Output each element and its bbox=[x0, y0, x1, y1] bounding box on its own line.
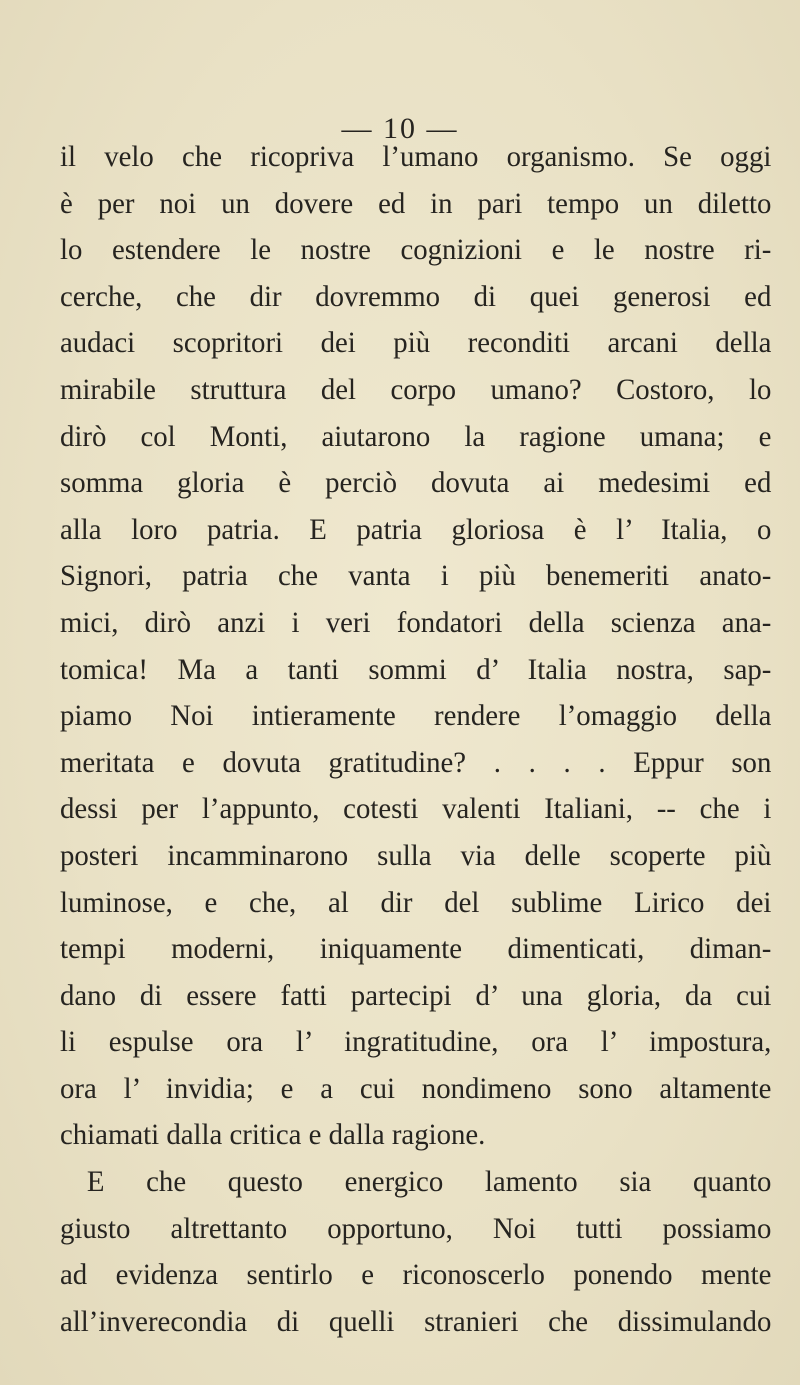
text-line: dano di essere fatti partecipi d’ una gloria, da cui bbox=[60, 978, 772, 1012]
text-line: posteri incamminarono sulla via delle scoperte più bbox=[60, 838, 772, 872]
text-line: somma gloria è perciò dovuta ai medesimi ed bbox=[60, 466, 772, 500]
text-line: cerche, che dir dovremmo di quei generosi ed bbox=[60, 279, 772, 313]
text-line: all’inverecondia di quelli stranieri che dissimulando bbox=[60, 1304, 772, 1338]
text-line: meritata e dovuta gratitudine? . . . . Eppur son bbox=[60, 745, 772, 779]
text-line: è per noi un dovere ed in pari tempo un diletto bbox=[60, 186, 772, 220]
text-line: il velo che ricopriva l’umano organismo. Se oggi bbox=[60, 140, 772, 173]
page-number: — 10 — bbox=[341, 112, 459, 145]
text-line: tempi moderni, iniquamente dimenticati, diman- bbox=[60, 932, 772, 966]
text-line: audaci scopritori dei più reconditi arcani della bbox=[60, 326, 772, 360]
text-line: ad evidenza sentirlo e riconoscerlo ponendo mente bbox=[60, 1258, 772, 1292]
text-line: E che questo energico lamento sia quanto bbox=[86, 1165, 772, 1199]
body-text bbox=[60, 134, 772, 1345]
text-line: mirabile struttura del corpo umano? Costoro, lo bbox=[60, 372, 772, 406]
text-line: giusto altrettanto opportuno, Noi tutti possiamo bbox=[60, 1211, 772, 1245]
text-line: mici, dirò anzi i veri fondatori della scienza ana- bbox=[60, 605, 772, 639]
text-line: Signori, patria che vanta i più benemeriti anato- bbox=[60, 559, 772, 593]
text-line: piamo Noi intieramente rendere l’omaggio della bbox=[60, 699, 772, 733]
text-line: luminose, e che, al dir del sublime Lirico dei bbox=[60, 885, 772, 919]
text-line: dirò col Monti, aiutarono la ragione umana; e bbox=[60, 419, 772, 453]
text-line: tomica! Ma a tanti sommi d’ Italia nostra, sap- bbox=[60, 652, 772, 686]
text-line: li espulse ora l’ ingratitudine, ora l’ impostura, bbox=[60, 1025, 772, 1059]
text-line: alla loro patria. E patria gloriosa è l’ Italia, o bbox=[60, 512, 772, 546]
text-line: chiamati dalla critica e dalla ragione. bbox=[60, 1118, 486, 1152]
text-line: dessi per l’appunto, cotesti valenti Italiani, -- che i bbox=[60, 792, 772, 826]
text-line: ora l’ invidia; e a cui nondimeno sono altamente bbox=[60, 1071, 772, 1105]
text-line: lo estendere le nostre cognizioni e le nostre ri- bbox=[60, 233, 772, 267]
